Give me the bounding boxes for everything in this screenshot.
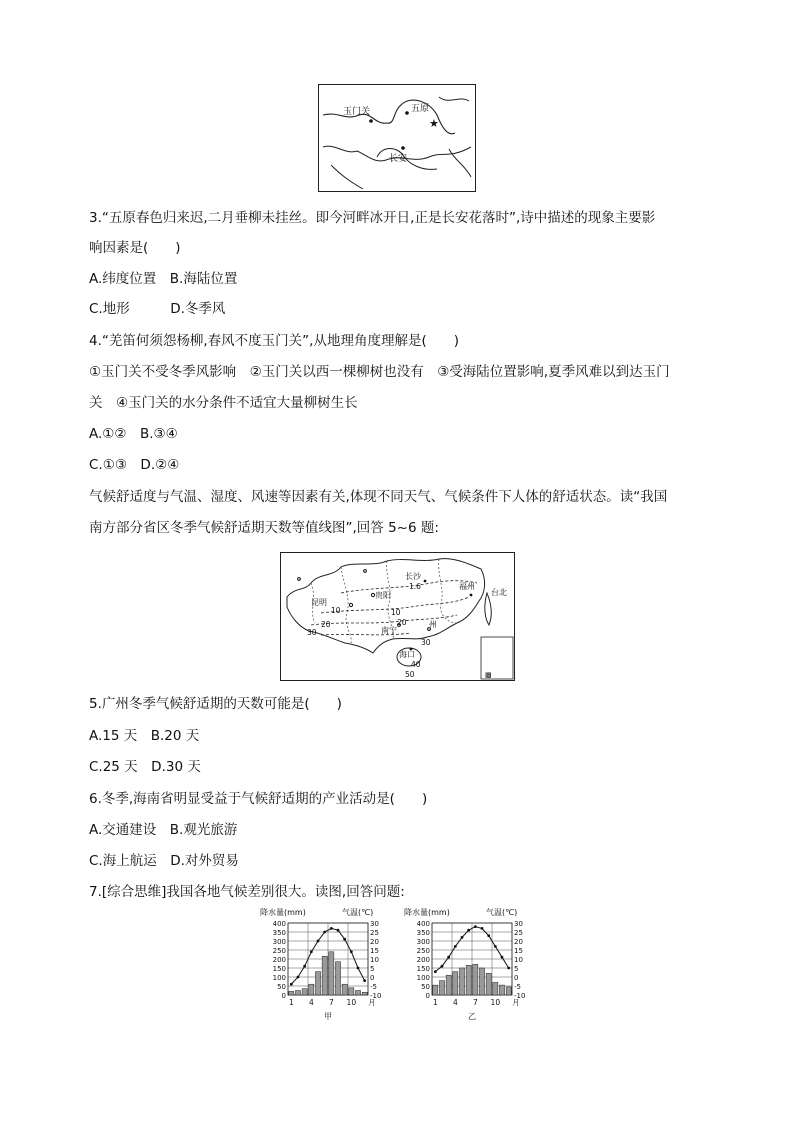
y-tick-label: 100 [272,974,286,982]
isoline-label-30a: 30 [307,628,317,637]
q3-options-ab: A.纬度位置 B.海陆位置 [89,271,238,287]
q6-stem: 6.冬季,海南省明显受益于气候舒适期的产业活动是( ) [89,791,428,807]
climate-chart-jia [258,905,398,1033]
x-tick-label: 1 [432,998,438,1007]
precipitation-bar [295,991,300,996]
label-fuzhou: 福州 [459,582,475,591]
isoline-label-1-6: 1.6 [409,582,421,591]
y2-tick-label: 25 [370,929,379,937]
x-tick-label: 月 [368,998,376,1007]
intro-5-6-line1: 气候舒适度与气温、湿度、风速等因素有关,体现不同天气、气候条件下人体的舒适状态。读“我国 [89,489,668,505]
yumenguan-dot [369,119,373,123]
y2-tick-label: -5 [370,983,377,991]
y2-tick-label: -5 [514,983,521,991]
label-taipei: 台北 [491,588,507,597]
y-tick-label: 250 [272,947,286,955]
temperature-point [350,950,353,953]
y2-tick-label: 25 [514,929,523,937]
q4-statements-line2: 关 ④玉门关的水分条件不适宜大量柳树生长 [89,395,358,411]
q6-options-cd: C.海上航运 D.对外贸易 [89,853,239,869]
star-icon: ★ [429,117,439,130]
y-tick-label: 0 [281,992,286,1000]
x-tick-label: 10 [490,998,501,1007]
q7-stem: 7.[综合思维]我国各地气候差别很大。读图,回答问题: [89,884,405,900]
precipitation-bar [362,992,367,995]
y-tick-label: 350 [416,929,430,937]
q6-options-ab: A.交通建设 B.观光旅游 [89,822,238,838]
precipitation-bar [446,975,451,995]
label-changsha: 长沙 [405,572,421,581]
q5-options-ab: A.15 天 B.20 天 [89,728,200,744]
q4-options-ab: A.①② B.③④ [89,426,178,442]
y-tick-label: 300 [416,938,430,946]
isoline-label-30b: 30 [421,638,431,647]
temperature-point [357,967,360,970]
chart-title: 甲 [324,1012,332,1021]
q4-stem: 4.“羌笛何须怨杨柳,春风不度玉门关”,从地理角度理解是( ) [89,333,459,349]
temperature-point [323,931,326,934]
fuzhou-dot [470,594,473,597]
temperature-point [297,976,300,979]
temperature-point [290,983,293,986]
city-dot-1 [298,578,301,581]
temperature-point [507,967,510,970]
label-guangzhou: 州 [429,620,437,629]
q5-options-cd: C.25 天 D.30 天 [89,759,201,775]
temperature-point [474,925,477,928]
temperature-point [434,970,437,973]
y-axis-title: 降水量(mm) [260,908,306,917]
temperature-point [310,950,313,953]
isoline-label-10a: 10 [331,606,341,615]
temperature-point [501,956,504,959]
precipitation-bar [309,984,314,995]
temperature-point [454,945,457,948]
temperature-point [303,965,306,968]
isoline-label-20a: 20 [321,620,331,629]
city-dot-2 [364,570,367,573]
y2-tick-label: 30 [370,920,379,928]
label-changan: 长安 [389,154,408,164]
river-line-6 [331,165,363,189]
y-tick-label: 200 [416,956,430,964]
river-line-5 [449,149,471,177]
temperature-point [481,927,484,930]
temperature-point [343,938,346,941]
y2-tick-label: 10 [514,956,523,964]
changsha-dot [424,580,427,583]
label-yumenguan: 玉门关 [343,107,371,117]
x-tick-label: 7 [328,998,334,1007]
south-china-comfort-isoline-map [280,552,515,681]
y2-tick-label: 5 [370,965,375,973]
river-line-4 [439,97,469,101]
y2-tick-label: 0 [370,974,375,982]
x-tick-label: 7 [472,998,478,1007]
province-border-4 [439,559,457,623]
temperature-point [337,929,340,932]
temperature-point [487,934,490,937]
label-guiyang: 贵阳 [375,591,391,600]
y2-axis-title: 气温(℃) [486,908,518,917]
temperature-point [441,965,444,968]
precipitation-bar [473,964,478,995]
isoline-map-drawing [281,553,514,680]
precipitation-bar [302,989,307,995]
isoline-30 [321,633,411,635]
y-tick-label: 200 [272,956,286,964]
map-drawing [319,85,475,191]
y-axis-title: 降水量(mm) [404,908,450,917]
temperature-point [317,940,320,943]
label-kunming: 昆明 [311,598,327,607]
y-tick-label: 250 [416,947,430,955]
q5-stem: 5.广州冬季气候舒适期的天数可能是( ) [89,696,342,712]
q3-stem-line2: 响因素是( ) [89,240,181,256]
y-tick-label: 350 [272,929,286,937]
precipitation-bar [439,981,444,995]
x-tick-label: 4 [308,998,314,1007]
y2-tick-label: 0 [514,974,519,982]
y-tick-label: 400 [416,920,430,928]
precipitation-bar [493,982,498,995]
y-tick-label: 100 [416,974,430,982]
changan-dot [401,146,405,150]
y-tick-label: 150 [272,965,286,973]
precipitation-bar [315,972,320,995]
label-haikou: 海口 [399,650,415,659]
precipitation-bar [466,965,471,995]
y-tick-label: 0 [425,992,430,1000]
q3-options-cd: C.地形 D.冬季风 [89,301,226,317]
precipitation-bar [335,962,340,995]
precipitation-bar [453,972,458,995]
x-tick-label: 10 [346,998,357,1007]
isoline-label-10b: 10 [391,608,401,617]
y-tick-label: 50 [277,983,286,991]
ancient-china-map [318,84,476,192]
wuyuan-dot [405,111,409,115]
isoline-label-40: 40 [411,660,421,669]
y2-tick-label: 10 [370,956,379,964]
y2-tick-label: 20 [370,938,379,946]
y2-axis-title: 气温(℃) [342,908,374,917]
x-tick-label: 4 [452,998,458,1007]
y2-tick-label: 15 [514,947,523,955]
inset-label: ▩ [485,671,492,679]
temperature-point [467,929,470,932]
intro-5-6-line2: 南方部分省区冬季气候舒适期天数等值线图”,回答 5~6 题: [89,520,439,536]
y-tick-label: 400 [272,920,286,928]
isoline-label-20b: 20 [397,618,407,627]
y-tick-label: 150 [416,965,430,973]
temperature-point [363,979,366,982]
kunming-dot [349,603,352,606]
precipitation-bar [355,991,360,996]
chart-title: 乙 [468,1012,476,1021]
precipitation-bar [486,973,491,995]
y2-tick-label: -10 [514,992,526,1000]
precipitation-bar [289,991,294,995]
precipitation-bar [459,968,464,995]
precipitation-bar [433,985,438,995]
climate-chart-yi [402,905,542,1033]
precipitation-bar [329,952,334,995]
label-wuyuan: 五原 [411,104,430,114]
y2-tick-label: 5 [514,965,519,973]
temperature-point [330,927,333,930]
isoline-label-50: 50 [405,670,415,679]
taiwan-island [485,593,491,625]
y-tick-label: 300 [272,938,286,946]
q3-stem-line1: 3.“五原春色归来迟,二月垂柳未挂丝。即今河畔冰开日,正是长安花落时”,诗中描述的现象主要影 [89,210,656,226]
precipitation-bar [342,984,347,995]
precipitation-bar [499,985,504,995]
precipitation-bar [349,988,354,995]
label-nanning: 南宁 [381,626,397,635]
y2-tick-label: 15 [370,947,379,955]
q4-options-cd: C.①③ D.②④ [89,457,180,473]
temperature-point [461,936,464,939]
y2-tick-label: 20 [514,938,523,946]
precipitation-bar [479,968,484,995]
q4-statements-line1: ①玉门关不受冬季风影响 ②玉门关以西一棵柳树也没有 ③受海陆位置影响,夏季风难以到达玉门 [89,364,670,380]
x-tick-label: 月 [512,998,520,1007]
temperature-point [447,956,450,959]
y2-tick-label: -10 [370,992,382,1000]
precipitation-bar [506,987,511,995]
y2-tick-label: 30 [514,920,523,928]
precipitation-bar [322,956,327,995]
x-tick-label: 1 [288,998,294,1007]
temperature-point [494,945,497,948]
y-tick-label: 50 [421,983,430,991]
